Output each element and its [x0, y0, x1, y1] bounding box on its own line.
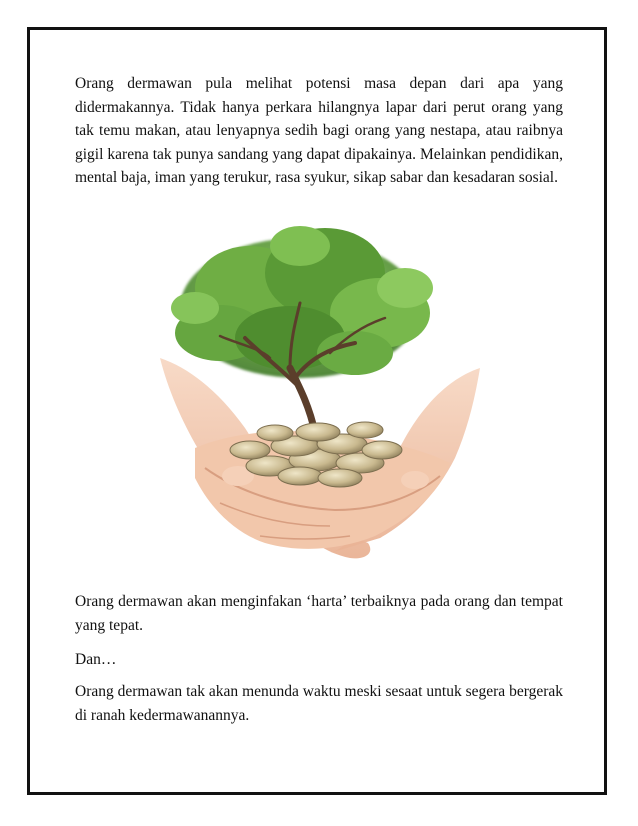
paragraph-2: Orang dermawan akan menginfakan ‘harta’ terbaiknya pada orang dan tempat yang tepat. [75, 593, 563, 634]
hands-holding-coins-with-tree-image [150, 218, 490, 580]
paragraph-4: Orang dermawan tak akan menunda waktu meski sesaat untuk segera bergerak di ranah kedermawanannya. [75, 683, 563, 724]
paragraph-3: Dan… [75, 651, 117, 668]
paragraph-1: Orang dermawan pula melihat potensi masa depan dari apa yang didermakannya. Tidak hanya perkara hilangnya lapar dari perut orang yang tak temu makan, atau lenyapnya sedih bagi orang yang nestapa, atau raibnya gigil karena tak punya sandang yang dapat dipakainya. Melainkan pendidikan, mental baja, iman yang terukur, rasa syukur, sikap sabar dan kesadaran sosial. [75, 75, 563, 186]
tree-foliage [171, 226, 433, 378]
